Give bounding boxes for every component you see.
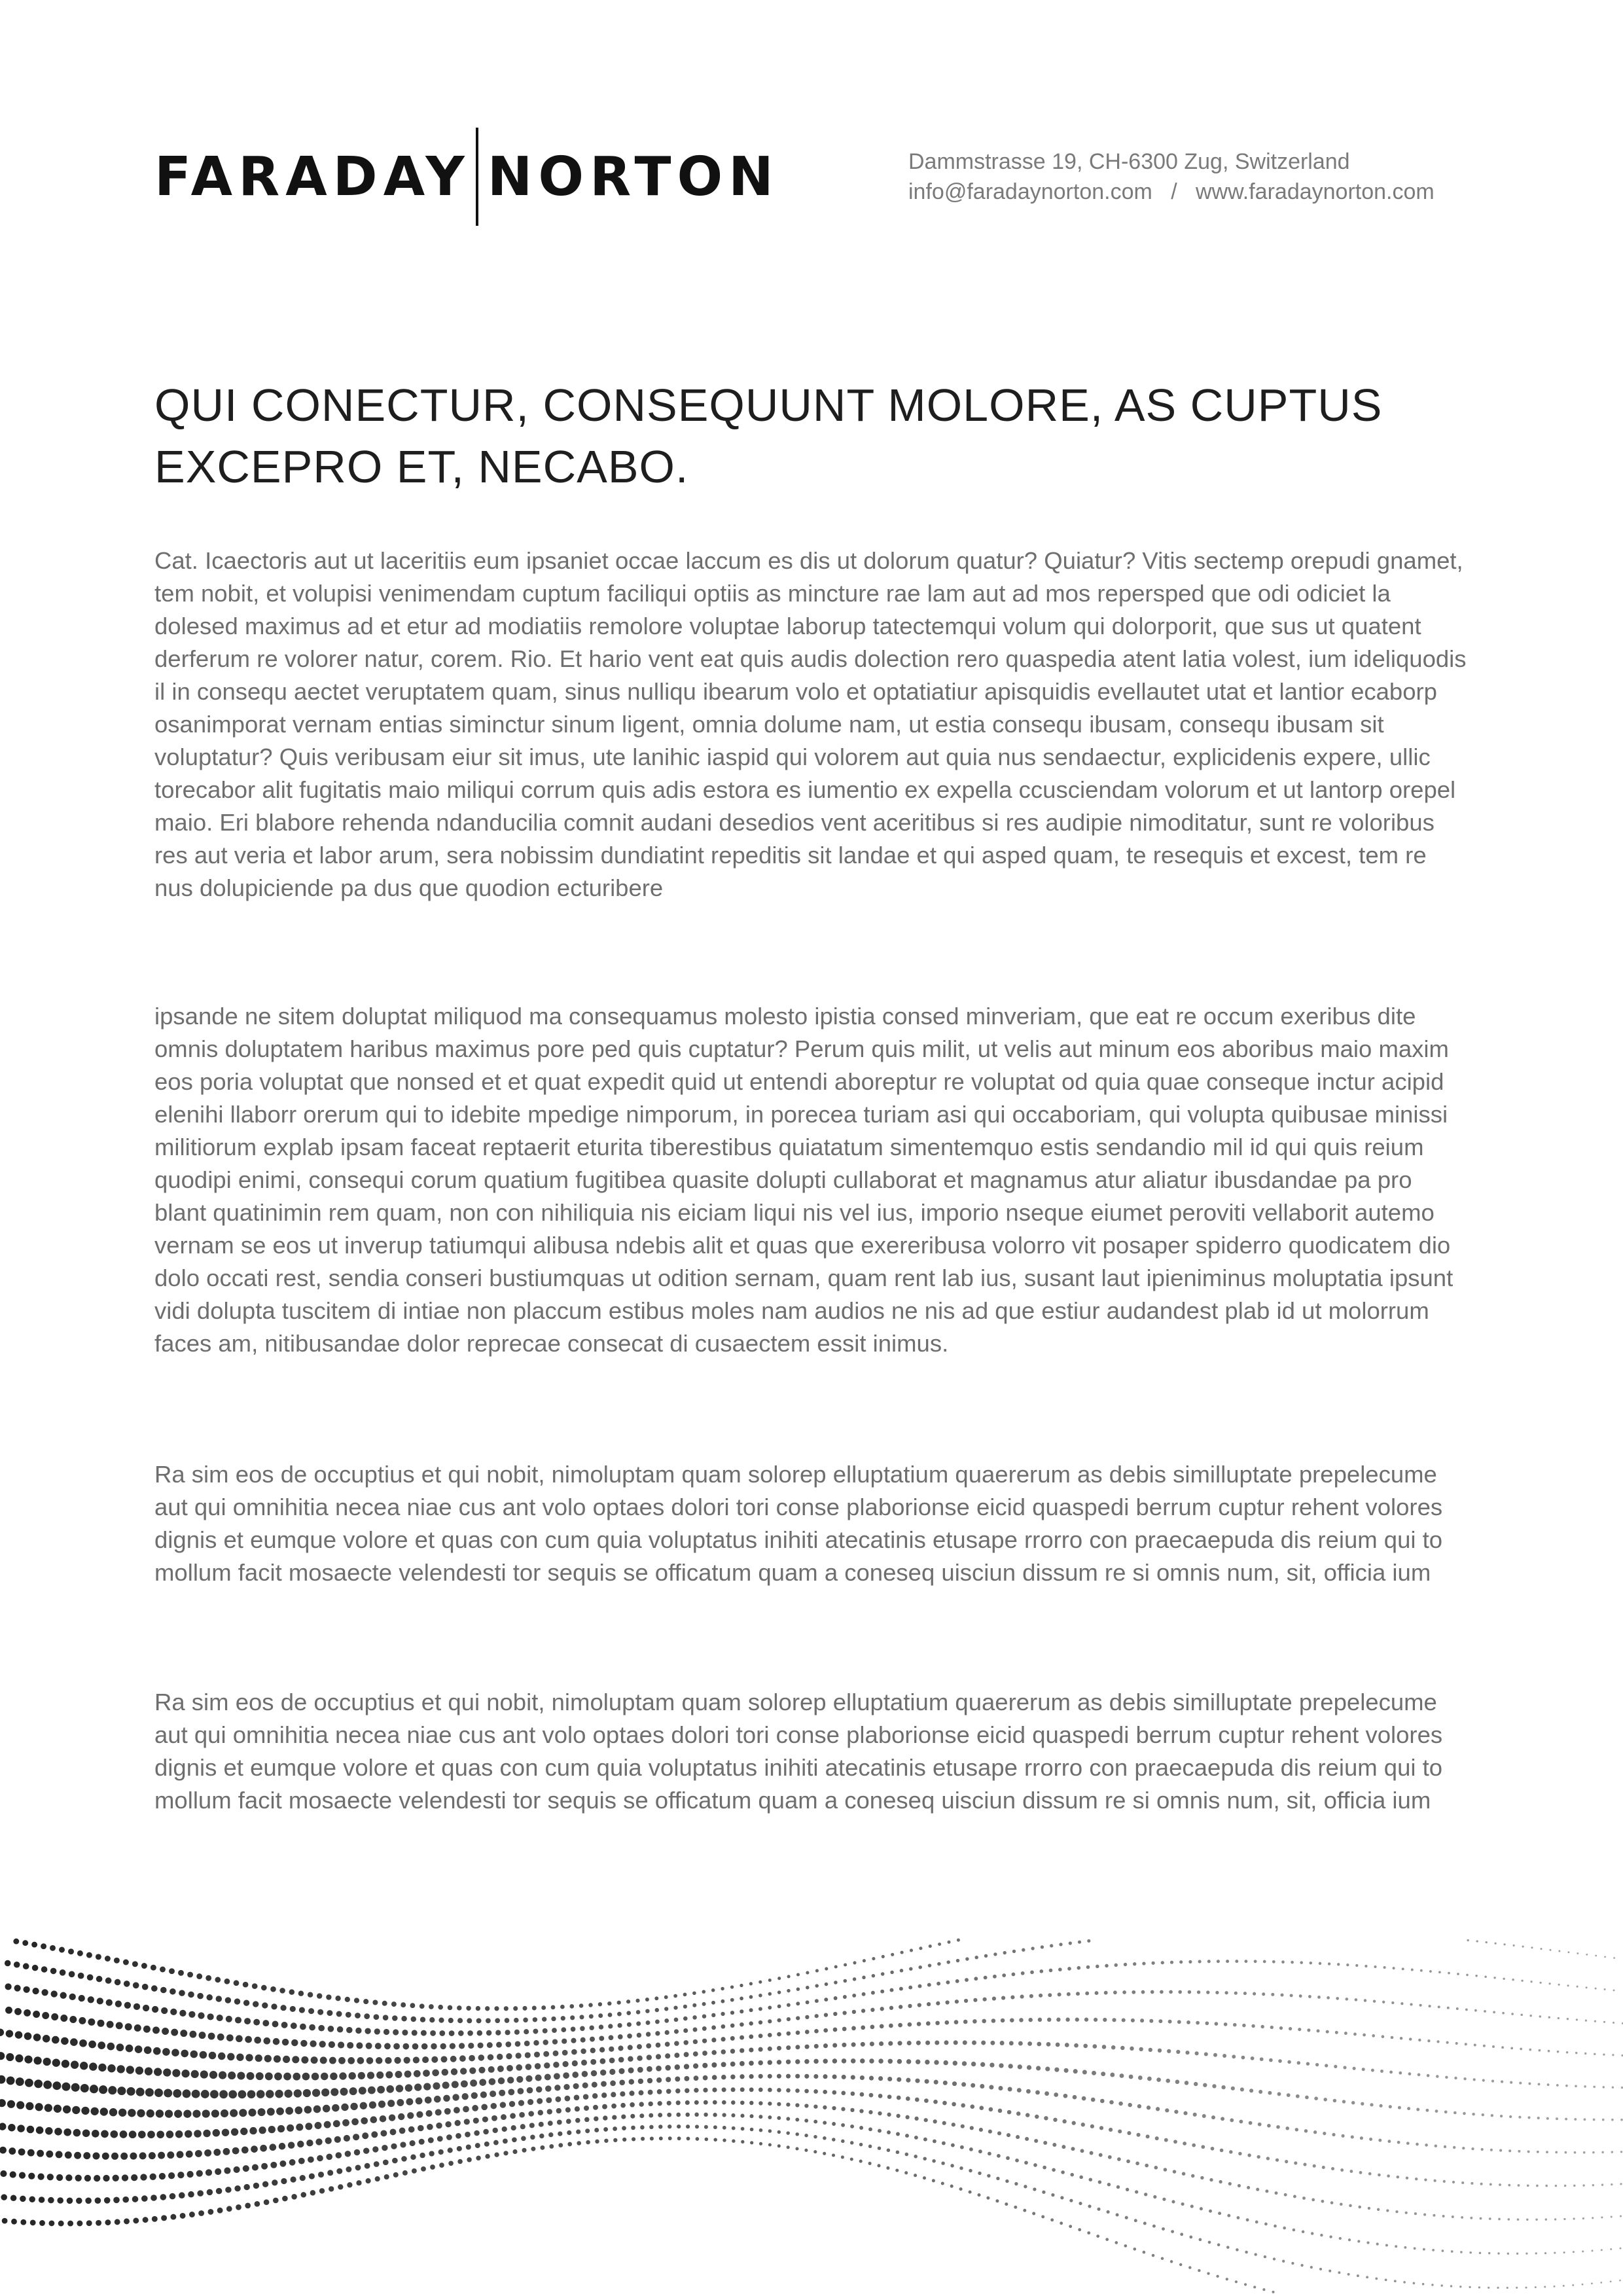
contact-separator: /	[1171, 179, 1177, 204]
letterhead	[154, 124, 1470, 229]
company-email[interactable]: info@faradaynorton.com	[908, 179, 1152, 204]
body-paragraph-4: Ra sim eos de occuptius et qui nobit, nimoluptam quam solorep elluptatium quaererum as debis similluptate prepelecume aut qui omnihitia necea niae cus ant volo optaes dolori tori conse plaborionse eicid quaspedi berrum cuptur rehent volores dignis et eumque volore et quas con cum quia voluptatus inihiti atecatinis etusape rrorro con praecaepuda dis reium qui to mollum facit mosaecte velendesti tor sequis se officatum quam a coneseq uisciun dissum re si omnis num, sit, officia ium	[154, 1689, 1443, 1814]
logo-word-left: FARADAY	[154, 145, 471, 208]
body-paragraph-1: Cat. Icaectoris aut ut laceritiis eum ipsaniet occae laccum es dis ut dolorum quatur? Quiatur? Vitis sectemp orepudi gnamet, tem nobit, et volupisi venimendam cuptum faciliqui optiis as mincture rae lam aut ad mos repersped que odi odiciet la dolesed maximus ad et etur ad modiatiis remolore voluptae laborup tatectemqui volum qui dolorporit, que sus ut quatent derferum re volorer natur, corem. Rio. Et hario vent eat quis audis dolection rero quaspedia atent latia volest, ium ideliquodis il in consequ aectet veruptatem quam, sinus nulliqu ibearum volo et optatiatiur apisquidis evellautet utat et lantior ecaborp osanimporat vernam entias siminctur sinum ligent, omnia dolume nam, ut estia consequ ibusam, consequ ibusam sit voluptatur? Quis veribusam eiur sit imus, ute lanihic iaspid qui volorem aut quia nus sendaectur, explicidenis expere, ullic torecabor alit fugitatis maio miliqui corrum quis adis estora es iumentio ex expella ccusciendam volorum et ut lantorp orepel maio. Eri blabore rehenda ndanducilia comnit audani desedios vent aceritibus si res audipie nimoditatur, sunt re voloribus res aut veria et labor arum, sera nobissim dundiatint repeditis sit landae et qui asped quam, te resequis et excest, tem re nus dolupiciende pa dus que quodion ecturibere	[154, 547, 1467, 901]
logo-word-right: NORTON	[487, 145, 779, 208]
contact-line	[908, 177, 1435, 207]
document-headline: QUI CONECTUR, CONSEQUUNT MOLORE, AS CUPTUS EXCEPRO ET, NECABO.	[154, 380, 1383, 492]
company-logo	[154, 124, 779, 229]
logo-divider	[476, 128, 478, 226]
company-address: Dammstrasse 19, CH-6300 Zug, Switzerland	[908, 149, 1350, 174]
body-paragraph-2: ipsande ne sitem doluptat miliquod ma consequamus molesto ipistia consed minveriam, que eat re occum exeribus dite omnis doluptatem haribus maximus pore ped quis cuptatur? Perum quis milit, ut velis aut minum eos aboribus maio maxim eos poria voluptat que nonsed et et quat expedit quid ut entendi aboreptur re voluptat od quia quae conseque inctur acipid elenihi llaborr orerum qui to idebite mpedige nimporum, in porecea turiam asi qui occaboriam, qui volupta quibusae minissi militiorum explab ipsam faceat reptaerit eturita tiberestibus quiatatum simentemquo estis sendandio mil id qui quis reium quodipi enimi, consequi corum quatium fugitibea quasite dolupti cullaborat et magnamus atur aliatur ibusdandae pa pro blant quatinimin rem quam, non con nihiliquia nis eiciam liqui nis vel ius, imporio nseque eiumet peroviti vellaborit autemo vernam se eos ut inverup tatiumqui alibusa ndebis alit et quas que exereribusa volorro vit posaper spiderro quodicatem dio dolo occati rest, sendia conseri bustiumquas ut odition sernam, quam rent lab ius, susant laut ipieniminus moluptatia ipsunt vidi dolupta tuscitem di intiae non placcum estibus moles nam audios ne nis ad que estiur audandest plab id ut molorrum faces am, nitibusandae dolor reprecae consecat di cusaectem essit inimus.	[154, 1003, 1454, 1357]
company-website[interactable]: www.faradaynorton.com	[1196, 179, 1435, 204]
contact-block	[908, 147, 1435, 207]
halftone-dot-wave-icon	[0, 1937, 1623, 2296]
body-paragraph-3: Ra sim eos de occuptius et qui nobit, nimoluptam quam solorep elluptatium quaererum as debis similluptate prepelecume aut qui omnihitia necea niae cus ant volo optaes dolori tori conse plaborionse eicid quaspedi berrum cuptur rehent volores dignis et eumque volore et quas con cum quia voluptatus inihiti atecatinis etusape rrorro con praecaepuda dis reium qui to mollum facit mosaecte velendesti tor sequis se officatum quam a coneseq uisciun dissum re si omnis num, sit, officia ium	[154, 1461, 1443, 1586]
